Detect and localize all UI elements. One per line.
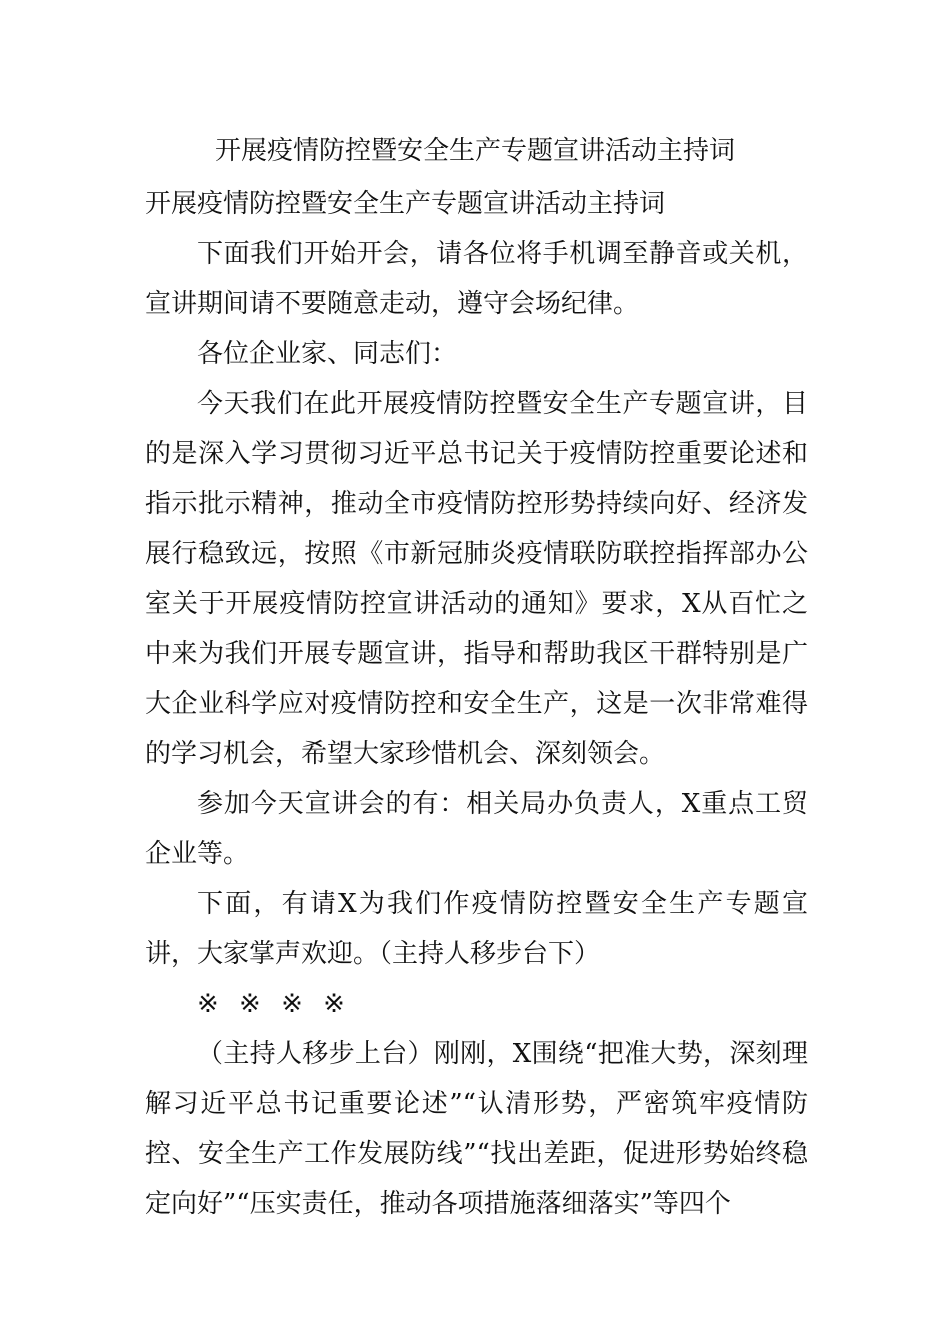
greeting-paragraph: 各位企业家、同志们： <box>197 339 458 369</box>
document-title: 开展疫情防控暨安全生产专题宣讲活动主持词 <box>214 136 735 166</box>
attendees-paragraph: 参加今天宣讲会的有：相关局办负责人，X重点工贸企业等。 <box>145 789 808 869</box>
subtitle-paragraph: 开展疫情防控暨安全生产专题宣讲活动主持词 <box>145 189 666 219</box>
document-body <box>145 179 808 1229</box>
invitation-paragraph: 下面，有请X为我们作疫情防控暨安全生产专题宣讲，大家掌声欢迎。（主持人移步台下） <box>145 889 808 969</box>
section-separator: ※ ※ ※ ※ <box>197 989 351 1019</box>
purpose-paragraph: 今天我们在此开展疫情防控暨安全生产专题宣讲，目的是深入学习贯彻习近平总书记关于疫情防控重要论述和指示批示精神，推动全市疫情防控形势持续向好、经济发展行稳致远，按照《市新冠肺炎疫情联防联控指挥部办公室关于开展疫情防控宣讲活动的通知》要求，X从百忙之中来为我们开展专题宣讲，指导和帮助我区干群特别是广大企业科学应对疫情防控和安全生产，这是一次非常难得的学习机会，希望大家珍惜机会、深刻领会。 <box>145 389 808 769</box>
opening-notice-paragraph: 下面我们开始开会，请各位将手机调至静音或关机，宣讲期间请不要随意走动，遵守会场纪律。 <box>145 239 808 319</box>
summary-paragraph: （主持人移步上台）刚刚，X围绕“把准大势，深刻理解习近平总书记重要论述”“认清形势，严密筑牢疫情防控、安全生产工作发展防线”“找出差距，促进形势始终稳定向好”“压实责任，推动各项措施落细落实”等四个 <box>145 1039 808 1219</box>
